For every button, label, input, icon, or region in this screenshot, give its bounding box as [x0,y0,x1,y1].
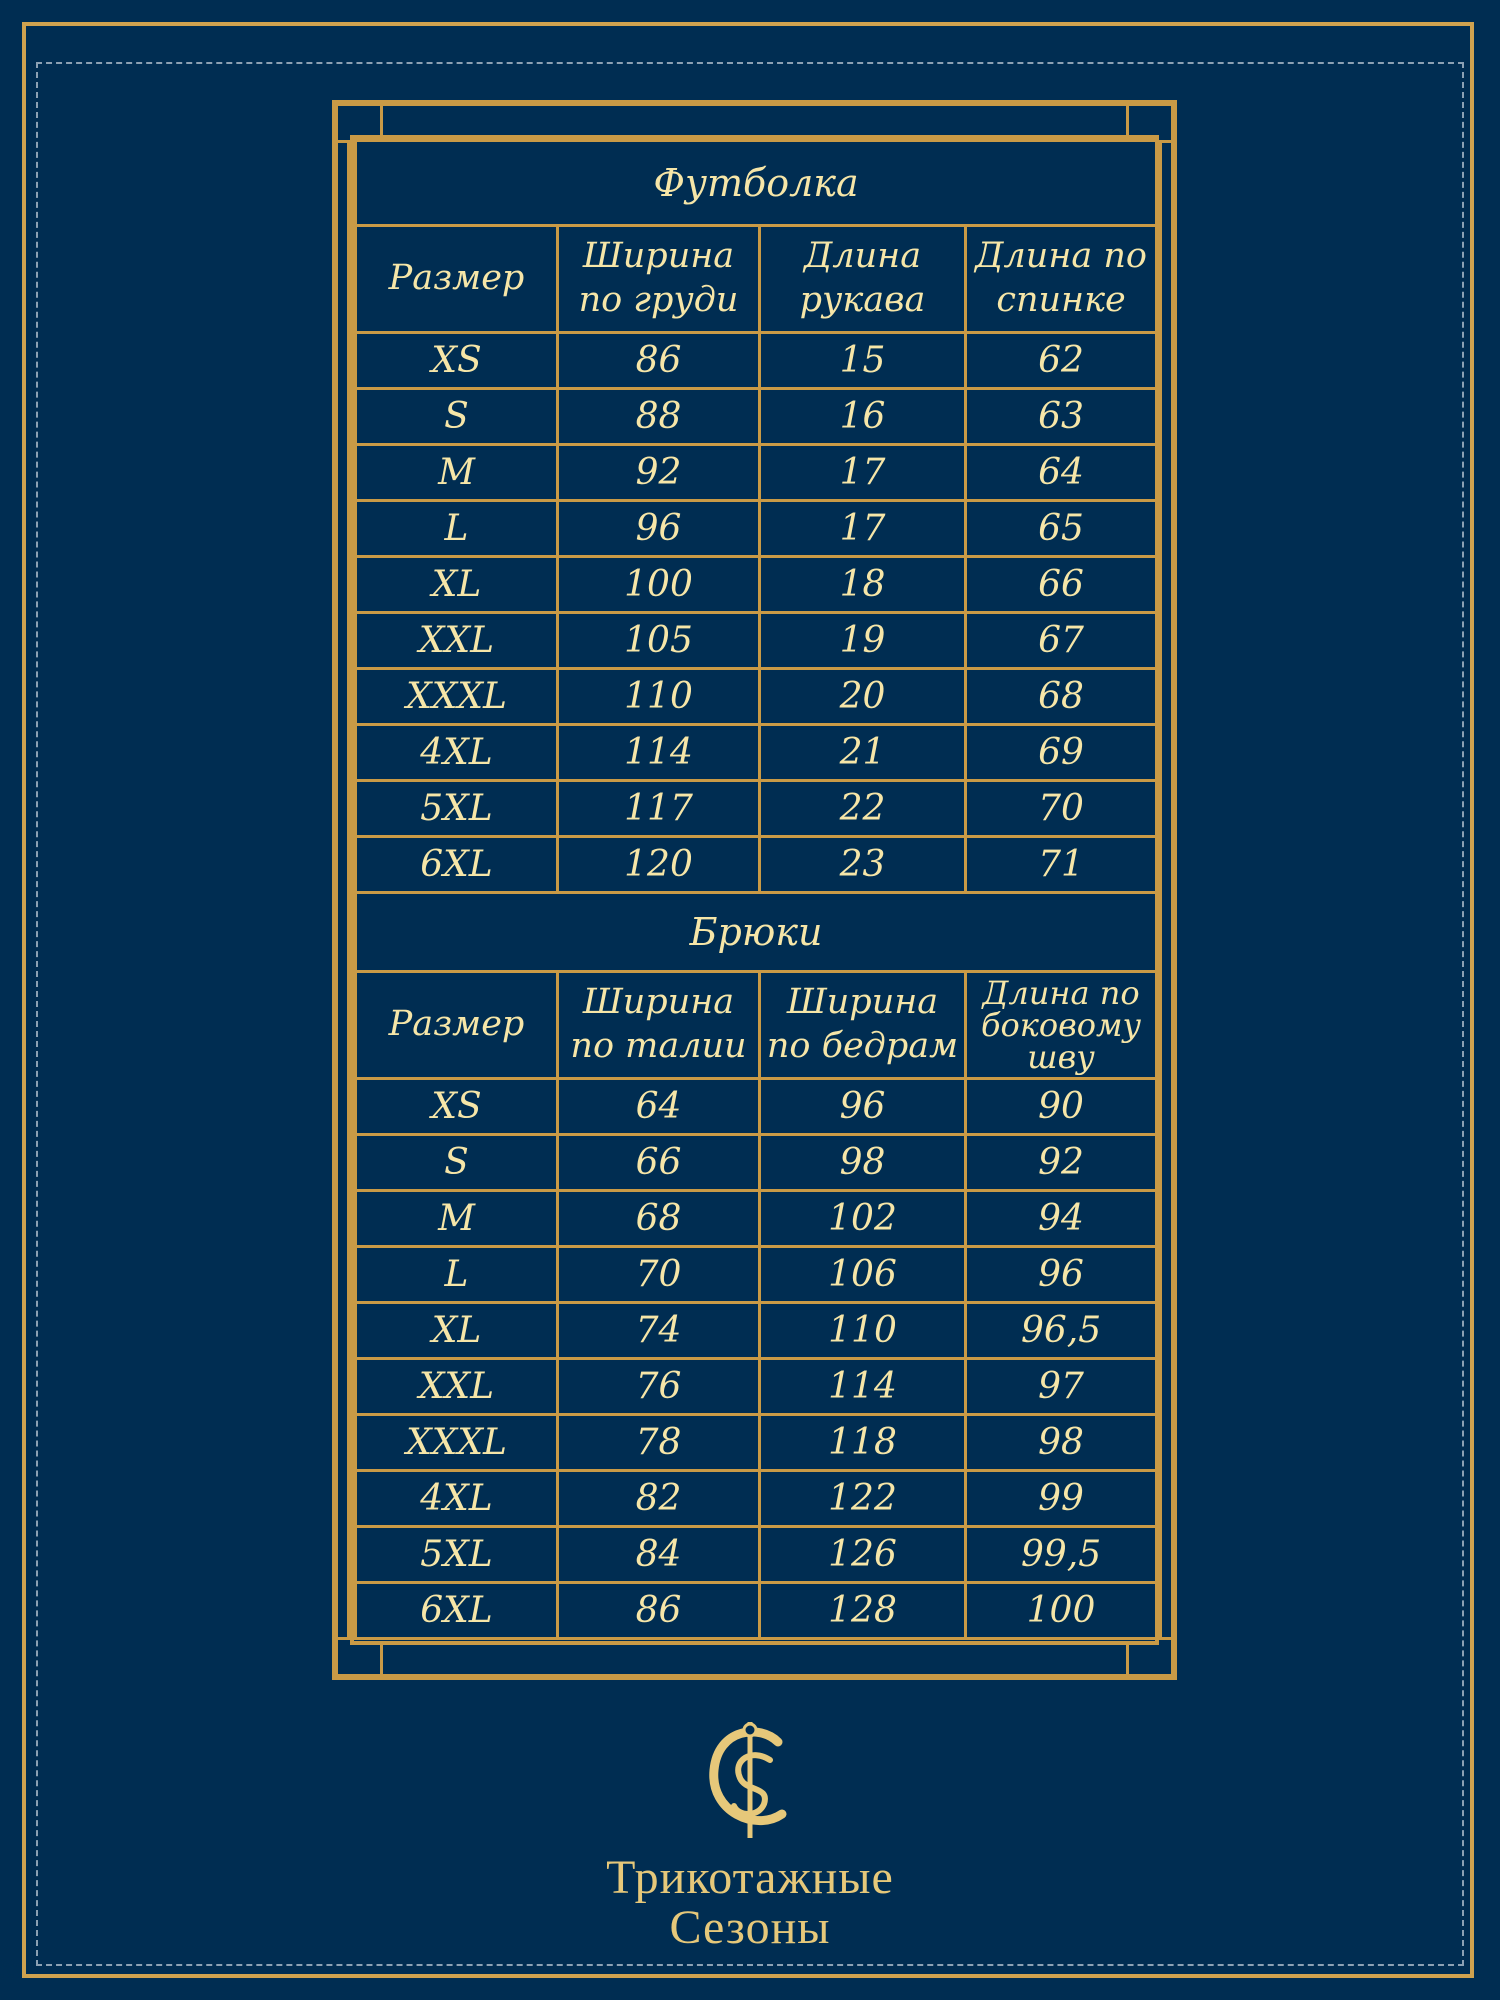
tshirt-cell: 86 [558,333,760,389]
tshirt-row [356,725,1157,781]
tshirt-cell: 15 [760,333,966,389]
tshirt-cell: XL [356,557,558,613]
tshirt-header-back-length: Длина по спинке [966,226,1157,333]
pants-cell: 68 [558,1191,760,1247]
pants-cell: 90 [966,1079,1157,1135]
brand-name-line-1: Трикотажные [606,1851,894,1904]
deco-frame-right-band [1159,140,1177,1640]
pants-cell: 74 [558,1303,760,1359]
pants-row [356,1583,1157,1639]
brand-logo [540,1720,960,1960]
tshirt-cell: 92 [558,445,760,501]
pants-cell: 64 [558,1079,760,1135]
pants-cell: 70 [558,1247,760,1303]
tshirt-cell: 110 [558,669,760,725]
tshirt-header-size: Размер [356,226,558,333]
pants-cell: 96 [966,1247,1157,1303]
tshirt-row [356,669,1157,725]
size-table-wrapper [350,135,1159,1645]
tshirt-cell: 70 [966,781,1157,837]
tshirt-row [356,837,1157,893]
tshirt-row [356,333,1157,389]
pants-cell: 97 [966,1359,1157,1415]
pants-row [356,1415,1157,1471]
pants-cell: 118 [760,1415,966,1471]
pants-row [356,1471,1157,1527]
pants-cell: XXL [356,1359,558,1415]
pants-cell: XXXL [356,1415,558,1471]
pants-cell: 122 [760,1471,966,1527]
pants-row [356,1247,1157,1303]
tshirt-cell: XXL [356,613,558,669]
pants-cell: M [356,1191,558,1247]
pants-cell: L [356,1247,558,1303]
tshirt-header-chest-width: Ширина по груди [558,226,760,333]
tshirt-cell: 67 [966,613,1157,669]
pants-row [356,1527,1157,1583]
pants-cell: 6XL [356,1583,558,1639]
pants-cell: 98 [966,1415,1157,1471]
tshirt-cell: 100 [558,557,760,613]
tshirt-cell: 68 [966,669,1157,725]
tshirt-cell: 63 [966,389,1157,445]
pants-cell: XL [356,1303,558,1359]
tshirt-cell: 64 [966,445,1157,501]
tshirt-cell: 21 [760,725,966,781]
tshirt-row [356,389,1157,445]
pants-cell: 82 [558,1471,760,1527]
tshirt-section-title: Футболка [356,141,1157,226]
tshirt-cell: 17 [760,501,966,557]
tshirt-cell: 6XL [356,837,558,893]
tshirt-cell: 4XL [356,725,558,781]
pants-cell: S [356,1135,558,1191]
pants-row [356,1135,1157,1191]
tshirt-cell: 96 [558,501,760,557]
pants-cell: 99 [966,1471,1157,1527]
pants-header-size: Размер [356,972,558,1079]
pants-row [356,1359,1157,1415]
pants-cell: 128 [760,1583,966,1639]
tshirt-cell: 23 [760,837,966,893]
tshirt-cell: XS [356,333,558,389]
pants-cell: 96,5 [966,1303,1157,1359]
tshirt-cell: 62 [966,333,1157,389]
pants-cell: 5XL [356,1527,558,1583]
tshirt-row [356,613,1157,669]
tshirt-row [356,501,1157,557]
pants-row [356,1079,1157,1135]
pants-cell: 84 [558,1527,760,1583]
tshirt-cell: 5XL [356,781,558,837]
tshirt-cell: 20 [760,669,966,725]
pants-cell: 126 [760,1527,966,1583]
pants-section-title: Брюки [356,893,1157,972]
tshirt-cell: S [356,389,558,445]
deco-frame-top-band [380,100,1129,136]
pants-header-waist-width: Ширина по талии [558,972,760,1079]
tshirt-cell: 71 [966,837,1157,893]
pants-cell: 106 [760,1247,966,1303]
brand-monogram-icon [700,1720,800,1840]
tshirt-cell: 16 [760,389,966,445]
pants-cell: 4XL [356,1471,558,1527]
pants-row [356,1191,1157,1247]
pants-cell: XS [356,1079,558,1135]
tshirt-cell: M [356,445,558,501]
pants-cell: 94 [966,1191,1157,1247]
tshirt-cell: L [356,501,558,557]
deco-frame-left-band [332,140,350,1640]
pants-cell: 100 [966,1583,1157,1639]
tshirt-cell: 105 [558,613,760,669]
tshirt-cell: 18 [760,557,966,613]
pants-cell: 66 [558,1135,760,1191]
pants-cell: 98 [760,1135,966,1191]
size-table [354,139,1158,1640]
brand-name-line-2: Сезоны [669,1901,831,1954]
tshirt-cell: 117 [558,781,760,837]
tshirt-cell: 114 [558,725,760,781]
tshirt-cell: 22 [760,781,966,837]
tshirt-header-sleeve-length: Длина рукава [760,226,966,333]
tshirt-row [356,781,1157,837]
pants-cell: 114 [760,1359,966,1415]
pants-cell: 110 [760,1303,966,1359]
deco-frame-bottom-band [380,1644,1129,1680]
tshirt-cell: XXXL [356,669,558,725]
tshirt-cell: 88 [558,389,760,445]
pants-cell: 99,5 [966,1527,1157,1583]
pants-header-side-seam-length: Длина по боковому шву [966,972,1157,1079]
pants-cell: 86 [558,1583,760,1639]
pants-cell: 92 [966,1135,1157,1191]
pants-cell: 102 [760,1191,966,1247]
pants-row [356,1303,1157,1359]
tshirt-cell: 65 [966,501,1157,557]
tshirt-row [356,445,1157,501]
tshirt-cell: 66 [966,557,1157,613]
pants-header-hip-width: Ширина по бедрам [760,972,966,1079]
tshirt-row [356,557,1157,613]
tshirt-cell: 120 [558,837,760,893]
pants-cell: 78 [558,1415,760,1471]
pants-cell: 96 [760,1079,966,1135]
tshirt-cell: 19 [760,613,966,669]
tshirt-cell: 17 [760,445,966,501]
pants-cell: 76 [558,1359,760,1415]
tshirt-cell: 69 [966,725,1157,781]
